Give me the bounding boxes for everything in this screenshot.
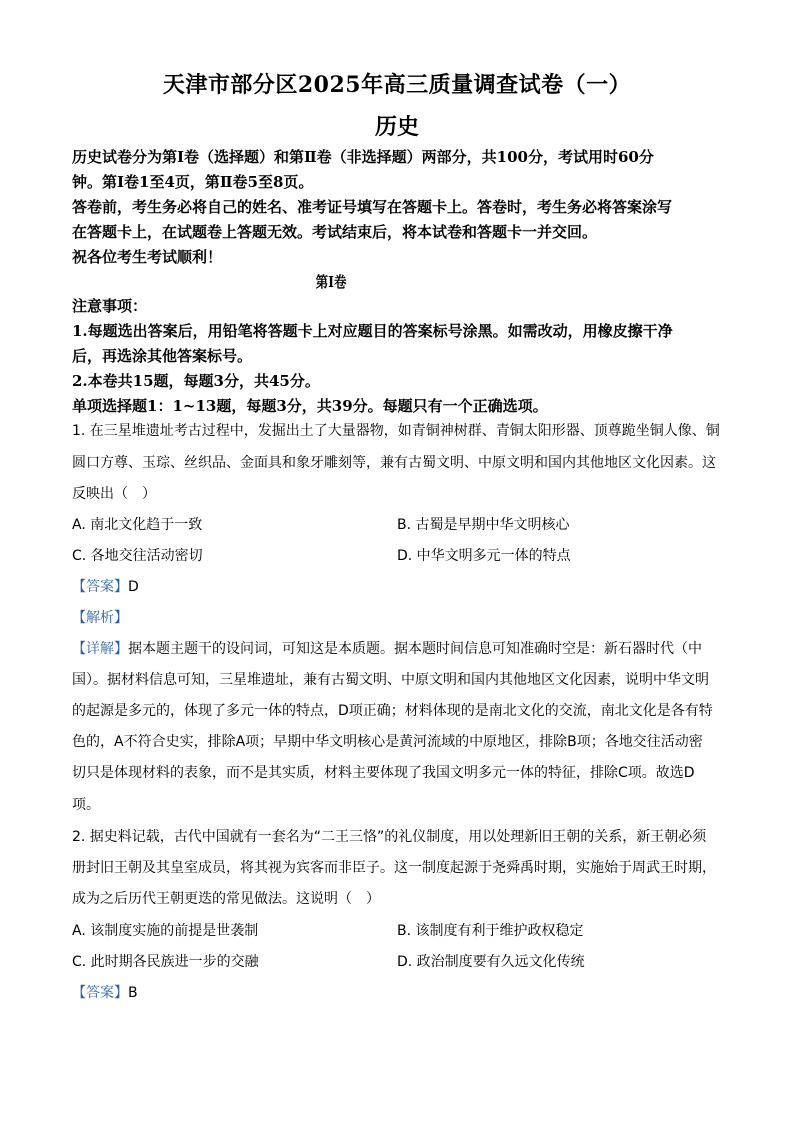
analysis-row xyxy=(72,607,128,629)
option-c: C. 此时期各民族进一步的交融 xyxy=(72,954,259,970)
option-a: A. 南北文化趋于一致 xyxy=(72,517,203,533)
option-c: C. 各地交往活动密切 xyxy=(72,548,203,564)
answer-tag: 【答案】 xyxy=(72,985,128,1001)
notes-line: 单项选择题1：1~13题，每题3分，共39分。每题只有一个正确选项。 xyxy=(72,397,548,415)
option-a: A. 该制度实施的前提是世袭制 xyxy=(72,923,259,939)
option-b: B. 古蜀是早期中华文明核心 xyxy=(397,517,570,533)
question-stem-line: 反映出（ ） xyxy=(72,486,156,502)
answer-tag: 【答案】 xyxy=(72,579,128,595)
detail-line: 切只是体现材料的表象，而不是其实质，材料主要体现了我国文明多元一体的特征，排除C项。故选D xyxy=(72,765,695,781)
detail-tag: 【详解】 xyxy=(72,641,128,657)
detail-line: 色的，A不符合史实，排除A项；早期中华文明核心是黄河流域的中原地区，排除B项；各地交往活动密 xyxy=(72,734,703,750)
option-d: D. 中华文明多元一体的特点 xyxy=(397,548,571,564)
intro-line: 祝各位考生考试顺利！ xyxy=(72,248,223,266)
question-stem-line: 成为之后历代王朝更迭的常见做法。这说明（ ） xyxy=(72,891,380,907)
detail-text: 据本题主题干的设问词，可知这是本质题。据本题时间信息可知准确时空是：新石器时代（中 xyxy=(128,641,702,657)
answer-value: B xyxy=(128,985,138,1001)
analysis-tag: 【解析】 xyxy=(72,610,128,626)
detail-line: 的起源是多元的，体现了多元一体的特点，D项正确；材料体现的是南北文化的交流，南北文化是各有特 xyxy=(72,703,713,719)
notes-heading: 注意事项： xyxy=(72,297,148,315)
question-stem-line: 1. 在三星堆遗址考古过程中，发掘出土了大量器物，如青铜神树群、青铜太阳形器、顶尊跪坐铜人像、铜 xyxy=(72,423,720,439)
intro-line: 钟。第Ⅰ卷1至4页，第Ⅱ卷5至8页。 xyxy=(72,173,314,191)
answer-row xyxy=(72,576,139,598)
notes-line: 1.每题选出答案后，用铅笔将答题卡上对应题目的答案标号涂黑。如需改动，用橡皮擦干净 xyxy=(72,322,673,340)
exam-title: 天津市部分区2025年高三质量调查试卷（一） xyxy=(162,72,632,98)
notes-line: 后，再选涂其他答案标号。 xyxy=(72,347,253,365)
detail-line: 项。 xyxy=(72,797,100,813)
answer-row xyxy=(72,982,138,1004)
question-stem-line: 2. 据史料记载，古代中国就有一套名为“二王三恪”的礼仪制度，用以处理新旧王朝的关系，新王朝必须 xyxy=(72,829,707,845)
detail-line xyxy=(72,638,702,660)
option-b: B. 该制度有利于维护政权稳定 xyxy=(397,923,584,939)
intro-line: 在答题卡上，在试题卷上答题无效。考试结束后，将本试卷和答题卡一并交回。 xyxy=(72,223,598,241)
notes-line: 2.本卷共15题，每题3分，共45分。 xyxy=(72,372,320,390)
intro-line: 历史试卷分为第Ⅰ卷（选择题）和第Ⅱ卷（非选择题）两部分，共100分，考试用时60分 xyxy=(72,148,654,166)
section-title: 第Ⅰ卷 xyxy=(315,273,347,291)
detail-line: 国）。据材料信息可知，三星堆遗址，兼有古蜀文明、中原文明和国内其他地区文化因素，说明中华文明 xyxy=(72,672,709,688)
intro-line: 答卷前，考生务必将自己的姓名、准考证号填写在答题卡上。答卷时，考生务必将答案涂写 xyxy=(72,198,673,216)
subject-title: 历史 xyxy=(374,114,419,140)
question-stem-line: 圆口方尊、玉琮、丝织品、金面具和象牙雕刻等，兼有古蜀文明、中原文明和国内其他地区文化因素。这 xyxy=(72,455,716,471)
answer-value: D xyxy=(128,579,139,595)
question-stem-line: 册封旧王朝及其皇室成员，将其视为宾客而非臣子。这一制度起源于尧舜禹时期，实施始于周武王时期， xyxy=(72,860,716,876)
option-d: D. 政治制度要有久远文化传统 xyxy=(397,954,585,970)
